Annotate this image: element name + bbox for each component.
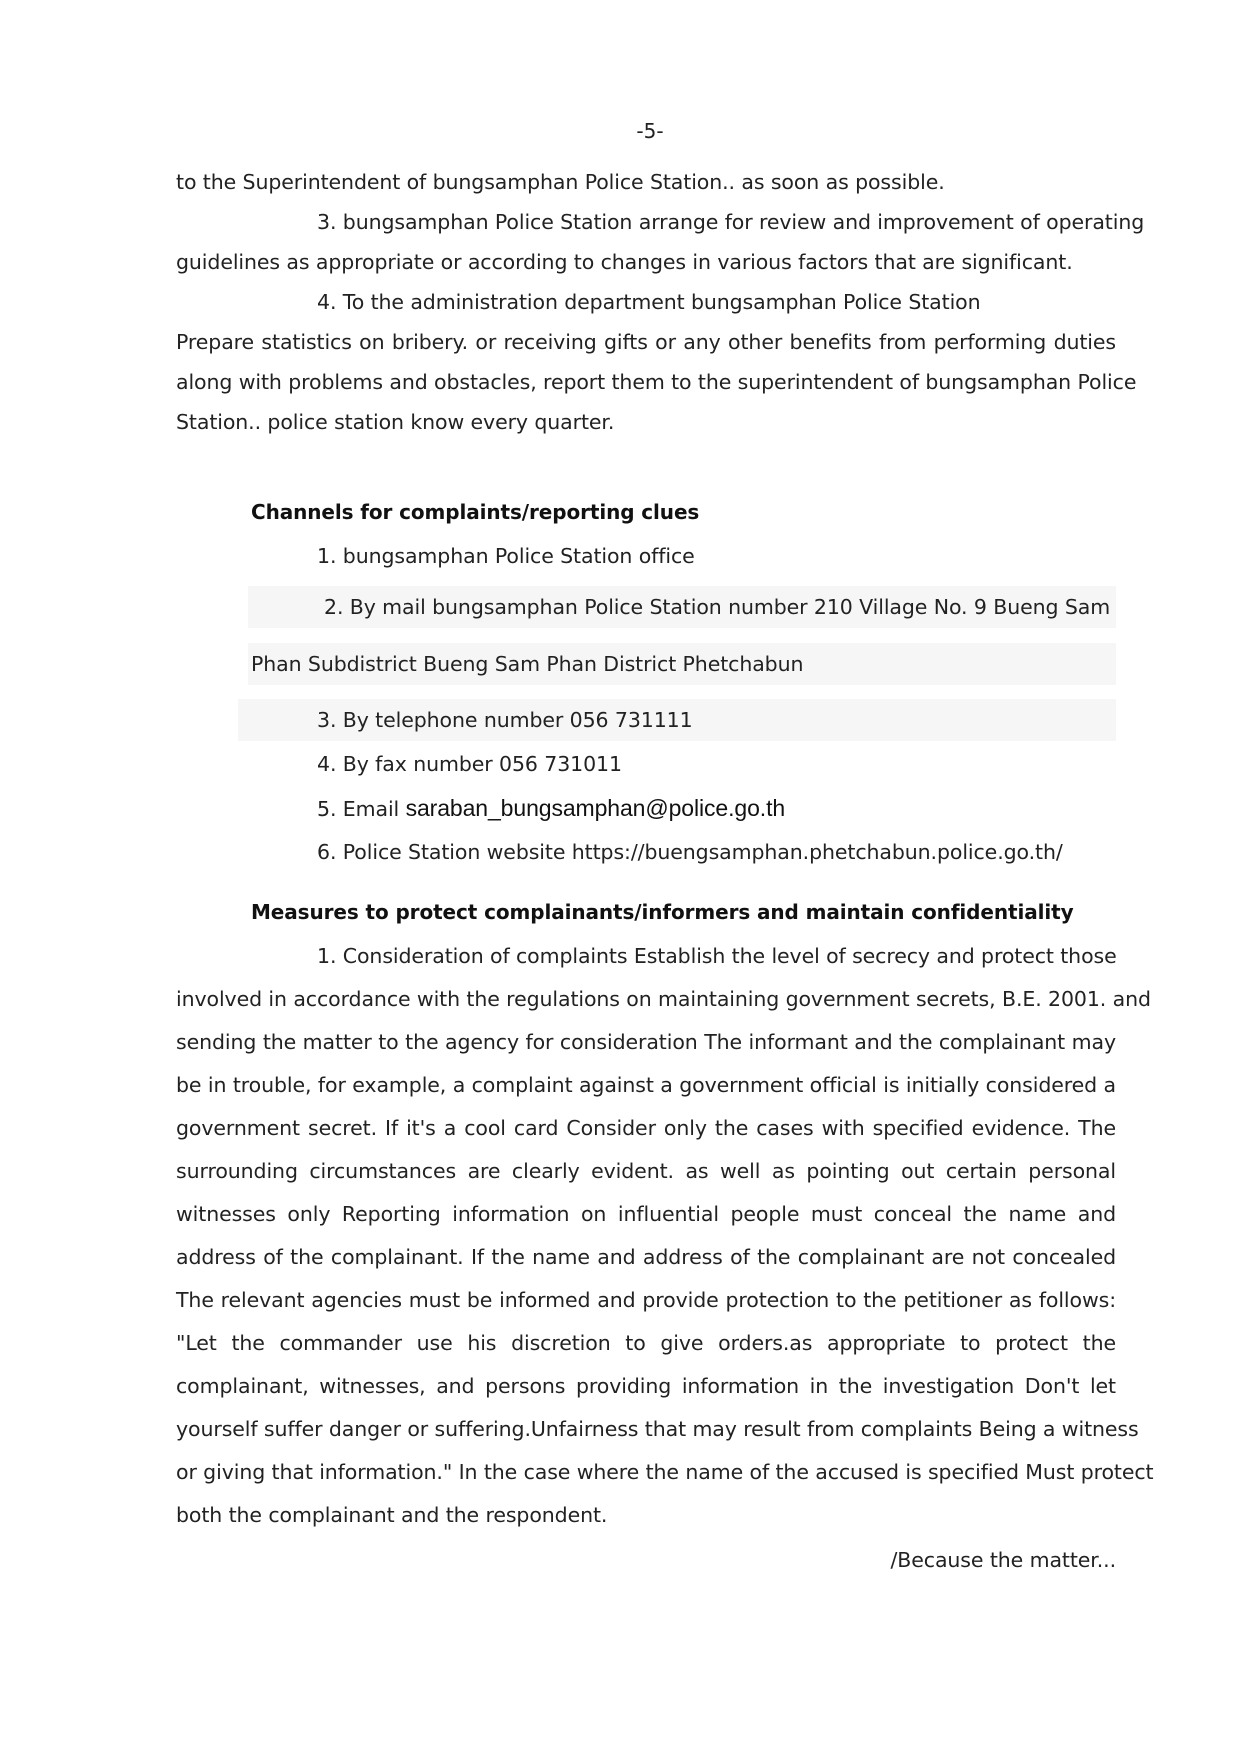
paragraph-line: surrounding circumstances are clearly evident. as well as pointing out certain personal xyxy=(176,1159,1116,1183)
paragraph-line: to the Superintendent of bungsamphan Police Station.. as soon as possible. xyxy=(176,170,945,194)
paragraph-line: 3. bungsamphan Police Station arrange for review and improvement of operating xyxy=(317,210,1145,234)
paragraph-line: be in trouble, for example, a complaint against a government official is initially considered a xyxy=(176,1073,1116,1097)
list-item: 2. By mail bungsamphan Police Station number 210 Village No. 9 Bueng Sam xyxy=(324,595,1111,619)
email-label: 5. Email xyxy=(317,797,400,821)
list-item-website[interactable]: 6. Police Station website https://buengsamphan.phetchabun.police.go.th/ xyxy=(317,840,1063,864)
list-item: 4. By fax number 056 731011 xyxy=(317,752,622,776)
paragraph-line: 4. To the administration department bungsamphan Police Station xyxy=(317,290,981,314)
paragraph-line: Station.. police station know every quarter. xyxy=(176,410,615,434)
page-number: -5- xyxy=(636,119,664,143)
paragraph-line: along with problems and obstacles, report them to the superintendent of bungsamphan Police xyxy=(176,370,1137,394)
paragraph-line: involved in accordance with the regulations on maintaining government secrets, B.E. 2001. and xyxy=(176,987,1151,1011)
list-item: 3. By telephone number 056 731111 xyxy=(317,708,693,732)
section-heading-channels: Channels for complaints/reporting clues xyxy=(251,500,700,524)
list-item: Phan Subdistrict Bueng Sam Phan District Phetchabun xyxy=(251,652,804,676)
paragraph-line: government secret. If it's a cool card Consider only the cases with specified evidence. The xyxy=(176,1116,1116,1140)
list-item: 1. bungsamphan Police Station office xyxy=(317,544,695,568)
paragraph-line: or giving that information." In the case where the name of the accused is specified Must protect xyxy=(176,1460,1154,1484)
section-heading-measures: Measures to protect complainants/informers and maintain confidentiality xyxy=(251,900,1074,924)
paragraph-line: address of the complainant. If the name and address of the complainant are not concealed xyxy=(176,1245,1116,1269)
email-link[interactable]: saraban_bungsamphan@police.go.th xyxy=(405,795,786,821)
list-item-email xyxy=(317,786,1117,831)
paragraph-line: sending the matter to the agency for consideration The informant and the complainant may xyxy=(176,1030,1116,1054)
paragraph-line: Prepare statistics on bribery. or receiving gifts or any other benefits from performing duties xyxy=(176,330,1116,354)
paragraph-line: guidelines as appropriate or according to changes in various factors that are significant. xyxy=(176,250,1073,274)
paragraph-line: witnesses only Reporting information on influential people must conceal the name and xyxy=(176,1202,1116,1226)
paragraph-line: both the complainant and the respondent. xyxy=(176,1503,608,1527)
paragraph-line: yourself suffer danger or suffering.Unfairness that may result from complaints Being a witness xyxy=(176,1417,1139,1441)
paragraph-line: The relevant agencies must be informed and provide protection to the petitioner as follows: xyxy=(176,1288,1116,1312)
paragraph-line: complainant, witnesses, and persons providing information in the investigation Don't let xyxy=(176,1374,1116,1398)
paragraph-line: "Let the commander use his discretion to give orders.as appropriate to protect the xyxy=(176,1331,1116,1355)
continuation-note: /Because the matter... xyxy=(890,1548,1116,1572)
paragraph-line: 1. Consideration of complaints Establish the level of secrecy and protect those xyxy=(317,944,1117,968)
